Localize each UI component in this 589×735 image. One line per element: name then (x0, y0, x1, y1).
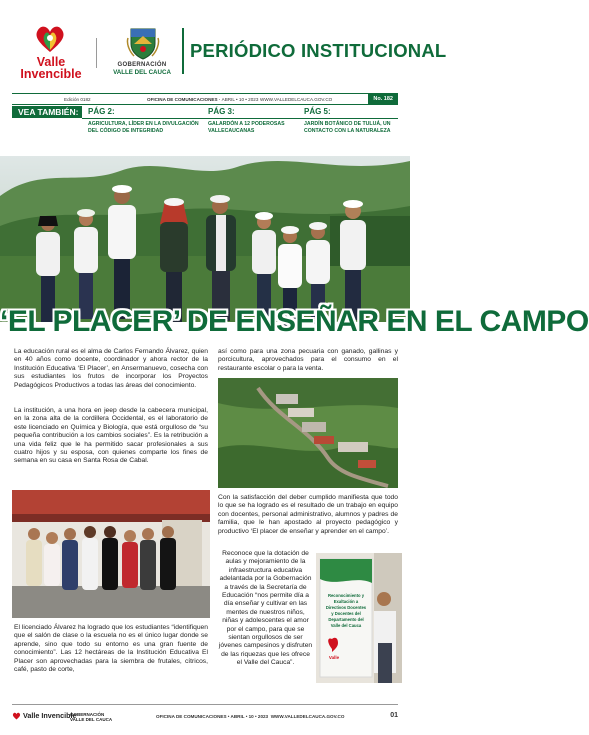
website-link[interactable]: WWW.VALLEDELCAUCA.GOV.CO (260, 96, 333, 102)
heart-icon (12, 712, 21, 720)
svg-text:Exaltación a: Exaltación a (333, 599, 359, 604)
see-also-desc: GALARDÓN A 12 PODEROSAS VALLECAUCANAS (208, 121, 285, 134)
gobernacion-logo (107, 26, 177, 78)
footer-valle-logo (12, 712, 77, 720)
valle-invencible-logo (12, 24, 90, 80)
article-paragraph: El licenciado Álvarez ha logrado que los estudiantes “identifiquen que el salón de clase o la escuela no es el único lugar donde se aprende, sino que todo su entorno es una gran fuente de conocimiento”. Las 12 hectáreas de la Institución Educativa El Placer son aprovechadas para la siembra de frutales, cítricos, café, pasto de corte, (14, 624, 208, 674)
see-also-item[interactable] (88, 106, 200, 134)
svg-text:y Docentes del: y Docentes del (331, 611, 361, 616)
article-headline: ‘EL PLACER’ DE ENSEÑAR EN EL CAMPO (0, 305, 589, 338)
gob-line1: GOBERNACIÓN (117, 62, 167, 68)
svg-text:Departamento del: Departamento del (328, 617, 364, 622)
heart-icon (34, 24, 66, 54)
page-number: 01 (390, 712, 398, 719)
see-also-page: PÁG 2: (88, 107, 115, 116)
footer-valle-text: Valle Invencible (23, 711, 77, 720)
see-also-desc: AGRICULTURA, LÍDER EN LA DIVULGACIÓN DEL CÓDIGO DE INTEGRIDAD (88, 121, 199, 134)
see-also-desc: JARDÍN BOTÁNICO DE TULUÁ, UN CONTACTO CON LA NATURALEZA (304, 121, 391, 134)
recognition-banner-photo (316, 553, 402, 683)
footer-gob-logo: GOBERNACIÓN VALLE DEL CAUCA (70, 712, 113, 722)
see-also-page: PÁG 3: (208, 107, 235, 116)
aerial-school-photo (218, 378, 398, 488)
title-divider (182, 28, 184, 74)
svg-text:Directivos Docentes: Directivos Docentes (325, 605, 367, 610)
issue-number-badge: No. 182 (368, 94, 398, 104)
header-divider (96, 38, 97, 68)
see-also-item[interactable] (304, 106, 398, 134)
article-paragraph: Con la satisfacción del deber cumplido manifiesta que todo lo que se ha logrado es el resultado de un trabajo en equipo con docentes, personal administrativo, alumnos y padres de familia, que le han apostado al proyecto pedagógico y productivo ‘El placer de enseñar y aprender en el campo’. (218, 494, 398, 535)
masthead (0, 0, 447, 90)
see-also-section (12, 106, 398, 140)
edition-info-bar (12, 93, 398, 105)
page-footer (0, 700, 410, 735)
article-paragraph: La institución, a una hora en jeep desde la cabecera municipal, en la zona alta de la cordillera Occidental, es el laboratorio de este licenciado en Química y Biología, que está orgulloso de “su pequeña contribución a los cambios sociales”. Es la retribución a una vida feliz que le ha permitido sacar profesionales a sus cuatro hijos y su esposa, con quienes comparte los fines de semana en su casa en Santa Rosa de Cabal. (14, 407, 208, 465)
see-also-label: VEA TAMBIÉN: (12, 106, 82, 118)
svg-text:Valle del Cauca: Valle del Cauca (330, 623, 362, 628)
svg-text:Valle: Valle (328, 655, 340, 660)
publication-title: PERIÓDICO INSTITUCIONAL (190, 40, 447, 61)
see-also-page: PÁG 5: (304, 107, 331, 116)
gob-line2: VALLE DEL CAUCA (113, 69, 171, 76)
edition-number: Edición 0182 (64, 96, 91, 102)
valle-logo-text: Valle Invencible (20, 55, 82, 81)
article-paragraph: La educación rural es el alma de Carlos Fernando Álvarez, quien en 40 años como docente, coordinador y ahora rector de la Institución Educativa ‘El Placer’, en Ansermanuevo, cosecha con sus estudiantes los frutos de incorporar los Proyectos Pedagógicos Productivos a todas las áreas del conocimiento. (14, 348, 208, 389)
hero-group-photo (0, 156, 410, 322)
article-paragraph: así como para una zona pecuaria con ganado, gallinas y porcicultura, aprovechados para el consumo en el restaurante escolar o para la venta. (218, 348, 398, 372)
footer-rule (12, 704, 398, 705)
see-also-item[interactable] (208, 106, 310, 134)
group-photo-adults (12, 490, 210, 618)
article-paragraph: Reconoce que la dotación de aulas y mejoramiento de la infraestructura educativa adelantada por la Gobernación a través de la Secretaría de Educación “nos permite día a día enseñar y cultivar en las mentes de nuestros niños, niñas y adolescentes el amor por el campo, para que se sientan orgullosos de ser jóvenes campesinos y disfruten de las riquezas que les ofrece el Valle del Cauca”. (218, 550, 313, 667)
svg-text:Reconocimiento y: Reconocimiento y (327, 593, 365, 598)
office-and-date: OFICINA DE COMUNICACIONES · ABRIL • 10 • 2023 (147, 96, 259, 102)
footer-office-line: OFICINA DE COMUNICACIONES • ABRIL • 10 • 2023 WWW.VALLEDELCAUCA.GOV.CO (156, 714, 345, 719)
coat-of-arms-icon (128, 26, 158, 60)
